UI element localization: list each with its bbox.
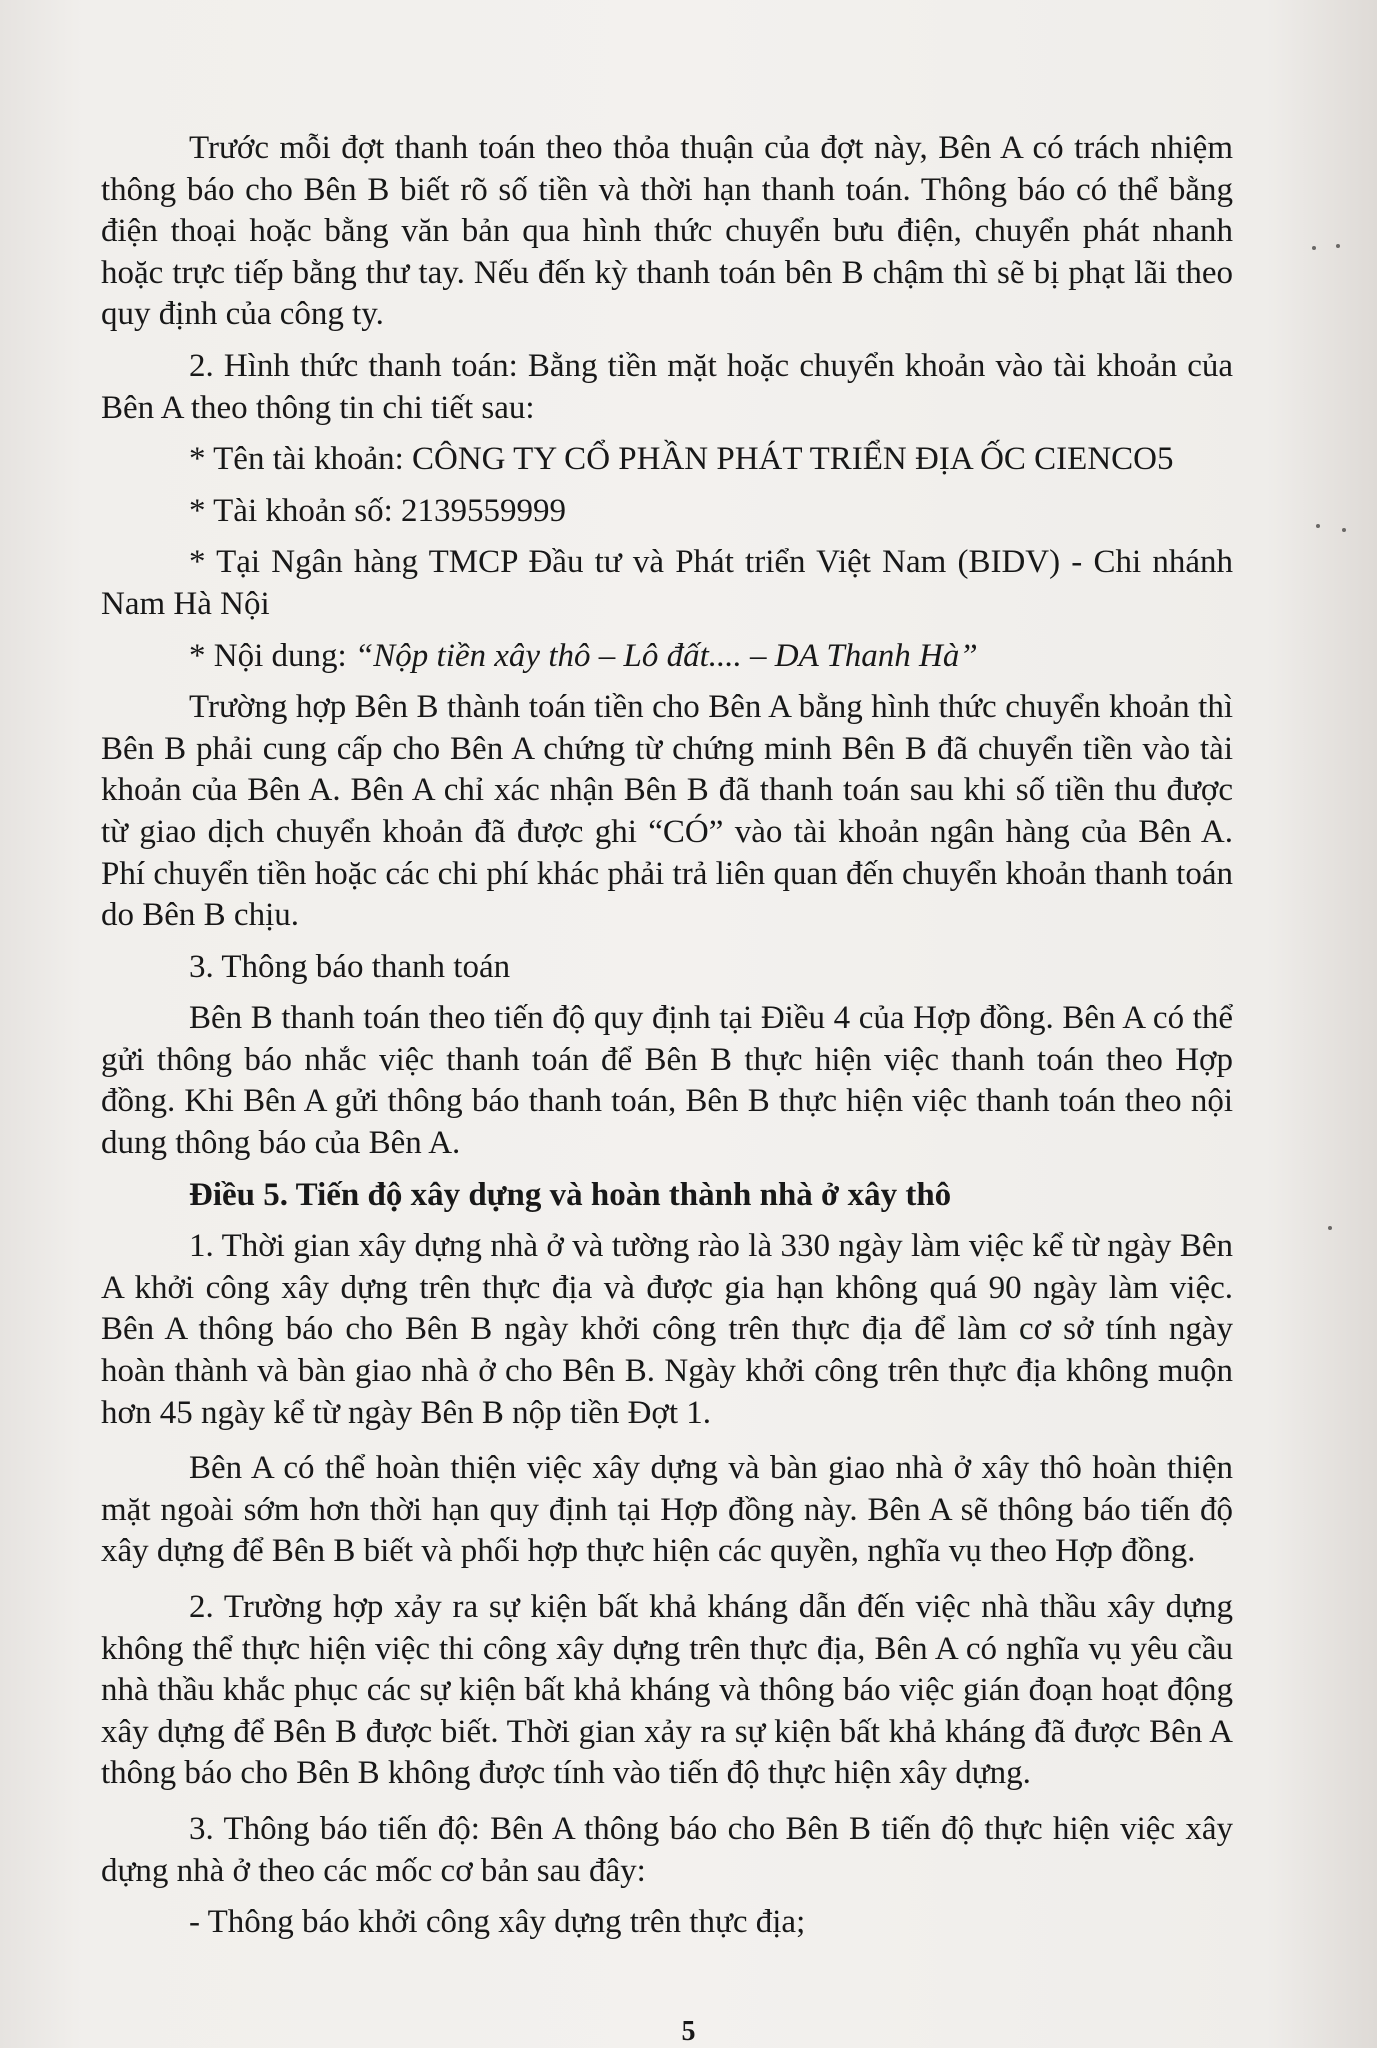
scan-speck (1312, 246, 1316, 250)
scan-speck (1342, 528, 1346, 532)
paragraph-early-completion: Bên A có thể hoàn thiện việc xây dựng và bàn giao nhà ở xây thô hoàn thiện mặt ngoài sớm hơn thời hạn quy định tại Hợp đồng này. Bên A sẽ thông báo tiến độ xây dựng để Bên B biết và phối hợp thực hiện các quyền, nghĩa vụ theo Hợp đồng. (101, 1450, 1233, 1570)
paragraph-force-majeure: 2. Trường hợp xảy ra sự kiện bất khả kháng dẫn đến việc nhà thầu xây dựng không thể thực hiện việc thi công xây dựng trên thực địa, Bên A có nghĩa vụ yêu cầu nhà thầu khắc phục các sự kiện bất khả kháng và thông báo việc gián đoạn hoạt động xây dựng để Bên B được biết. Thời gian xảy ra sự kiện bất khả kháng đã được Bên A thông báo cho Bên B không được tính vào tiến độ thực hiện xây dựng. (101, 1589, 1233, 1792)
bullet-account-number: * Tài khoản số: 2139559999 (189, 492, 567, 529)
scan-speck (1328, 1226, 1332, 1230)
transfer-content-value: “Nộp tiền xây thô – Lô đất.... – DA Thanh Hà” (354, 637, 978, 674)
paragraph-payment-notification-heading: 3. Thông báo thanh toán (189, 948, 511, 985)
paragraph-progress-notice: 3. Thông báo tiến độ: Bên A thông báo cho Bên B tiến độ thực hiện việc xây dựng nhà ở theo các mốc cơ bản sau đây: (101, 1810, 1233, 1889)
bullet-bank-branch: * Tại Ngân hàng TMCP Đầu tư và Phát triển Việt Nam (BIDV) - Chi nhánh Nam Hà Nội (101, 544, 1233, 622)
paragraph-transfer-case: Trường hợp Bên B thành toán tiền cho Bên A bằng hình thức chuyển khoản thì Bên B phải cung cấp cho Bên A chứng từ chứng minh Bên B đã chuyển tiền vào tài khoản của Bên A. Bên A chỉ xác nhận Bên B đã thanh toán sau khi số tiền thu được từ giao dịch chuyển khoản đã được ghi “CÓ” vào tài khoản ngân hàng của Bên A. Phí chuyển tiền hoặc các chi phí khác phải trả liên quan đến chuyển khoản thanh toán do Bên B chịu. (101, 689, 1233, 934)
article-5-heading: Điều 5. Tiến độ xây dựng và hoàn thành nhà ở xây thô (189, 1176, 952, 1213)
bullet-transfer-content (101, 636, 1233, 678)
scan-speck (1316, 524, 1320, 528)
list-item-start-notice: - Thông báo khởi công xây dựng trên thực địa; (189, 1904, 806, 1941)
page-number: 5 (681, 2016, 696, 2047)
paragraph-payment-method: 2. Hình thức thanh toán: Bằng tiền mặt hoặc chuyển khoản vào tài khoản của Bên A theo thông tin chi tiết sau: (101, 347, 1233, 426)
paragraph-payment-schedule: Bên B thanh toán theo tiến độ quy định tại Điều 4 của Hợp đồng. Bên A có thể gửi thông báo nhắc việc thanh toán để Bên B thực hiện việc thanh toán theo Hợp đồng. Khi Bên A gửi thông báo thanh toán, Bên B thực hiện việc thanh toán theo nội dung thông báo của Bên A. (101, 1000, 1233, 1162)
document-body (101, 128, 1233, 1944)
bullet-account-name: * Tên tài khoản: CÔNG TY CỔ PHẦN PHÁT TRIỂN ĐỊA ỐC CIENCO5 (189, 441, 1174, 478)
paragraph-payment-notice: Trước mỗi đợt thanh toán theo thỏa thuận của đợt này, Bên A có trách nhiệm thông báo cho Bên B biết rõ số tiền và thời hạn thanh toán. Thông báo có thể bằng điện thoại hoặc bằng văn bản qua hình thức chuyển bưu điện, chuyển phát nhanh hoặc trực tiếp bằng thư tay. Nếu đến kỳ thanh toán bên B chậm thì sẽ bị phạt lãi theo quy định của công ty. (101, 130, 1233, 333)
paragraph-construction-time: 1. Thời gian xây dựng nhà ở và tường rào là 330 ngày làm việc kể từ ngày Bên A khởi công xây dựng trên thực địa và được gia hạn không quá 90 ngày làm việc. Bên A thông báo cho Bên B ngày khởi công trên thực địa để làm cơ sở tính ngày hoàn thành và bàn giao nhà ở cho Bên B. Ngày khởi công trên thực địa không muộn hơn 45 ngày kể từ ngày Bên B nộp tiền Đợt 1. (101, 1228, 1233, 1431)
scan-speck (1336, 244, 1340, 248)
transfer-content-label: * Nội dung: (189, 637, 355, 674)
